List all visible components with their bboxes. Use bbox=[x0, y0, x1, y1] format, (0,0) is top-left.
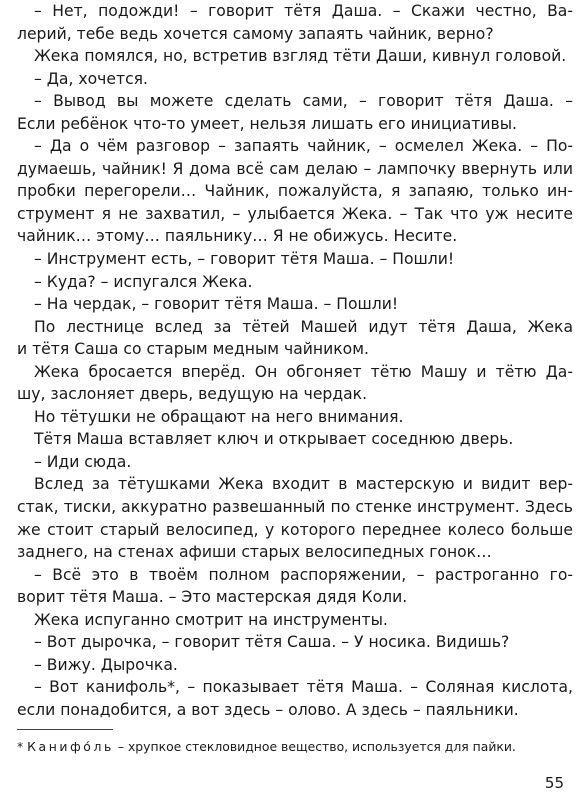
footnote-text: – хрупкое стекловидное вещество, используется для пайки. bbox=[113, 739, 516, 754]
text-line: – На чердак, – говорит тётя Маша. – Пошли! bbox=[34, 295, 399, 314]
text-line: Жека бросается вперёд. Он обгоняет тётю Машу и тётю Да- bbox=[34, 362, 573, 381]
text-line: лерий, тебе ведь хочется самому запаять чайник, верно? bbox=[17, 24, 494, 43]
body-text bbox=[17, 0, 573, 722]
text-line: – Куда? – испугался Жека. bbox=[34, 272, 253, 291]
text-line: думаешь, чайник! Я дома всё сам делаю – лампочку ввернуть или bbox=[17, 159, 573, 178]
text-line: – Инструмент есть, – говорит тётя Маша. – Пошли! bbox=[34, 250, 455, 269]
text-line: если понадобится, а вот здесь – олово. А здесь – паяльники. bbox=[17, 700, 519, 719]
text-line: По лестнице вслед за тётей Машей идут тётя Даша, Жека bbox=[34, 317, 573, 336]
text-line: – Вижу. Дырочка. bbox=[34, 655, 178, 674]
text-line: Вслед за тётушками Жека входит в мастерскую и видит вер- bbox=[34, 475, 573, 494]
text-line: – Вывод вы можете сделать сами, – говорит тётя Даша. – bbox=[34, 92, 573, 111]
text-line: – Иди сюда. bbox=[34, 452, 132, 471]
text-line: стак, тиски, аккуратно развешанный по стенке инструмент. Здесь bbox=[17, 498, 573, 517]
text-line: Но тётушки не обращают на него внимания. bbox=[34, 407, 404, 426]
text-line: Жека испуганно смотрит на инструменты. bbox=[34, 610, 388, 629]
text-line: чайник… этому… паяльнику… Я не обижусь. Несите. bbox=[17, 227, 458, 246]
footnote-marker: * bbox=[17, 739, 28, 754]
footnote-divider bbox=[17, 729, 113, 730]
text-line: – Вот дырочка, – говорит тётя Саша. – У носика. Видишь? bbox=[34, 633, 510, 652]
text-line: – Всё это в твоём полном распоряжении, – растроганно го- bbox=[34, 565, 573, 584]
text-line: и тётя Саша со старым медным чайником. bbox=[17, 340, 369, 359]
text-line: заднего, на стенах афиши старых велосипедных гонок… bbox=[17, 543, 492, 562]
text-line: – Да, хочется. bbox=[34, 69, 148, 88]
text-line: шу, заслоняет дверь, ведущую на чердак. bbox=[17, 385, 368, 404]
page-number: 55 bbox=[544, 774, 564, 792]
text-line: Жека помялся, но, встретив взгляд тёти Даши, кивнул головой. bbox=[34, 47, 567, 66]
text-line: пробки перегорели… Чайник, пожалуйста, я запаяю, только ин- bbox=[17, 182, 573, 201]
text-line: Если ребёнок что-то умеет, нельзя лишать его инициативы. bbox=[17, 114, 517, 133]
text-line: – Да о чём разговор – запаять чайник, – осмелел Жека. – По- bbox=[34, 137, 573, 156]
text-line: – Вот канифоль*, – показывает тётя Маша. – Соляная кислота, bbox=[34, 678, 573, 697]
text-line: – Нет, подожди! – говорит тётя Даша. – Скажи честно, Ва- bbox=[34, 2, 573, 20]
footnote bbox=[17, 739, 577, 755]
footnote-term: Канифо́ль bbox=[27, 739, 114, 754]
text-line: струмент я не захватил, – улыбается Жека. – Так что уж несите bbox=[17, 204, 573, 223]
text-line: Тётя Маша вставляет ключ и открывает соседнюю дверь. bbox=[34, 430, 514, 449]
text-line: же стоит старый велосипед, у которого переднее колесо больше bbox=[17, 520, 573, 539]
text-line: ворит тётя Маша. – Это мастерская дядя Коли. bbox=[17, 588, 408, 607]
